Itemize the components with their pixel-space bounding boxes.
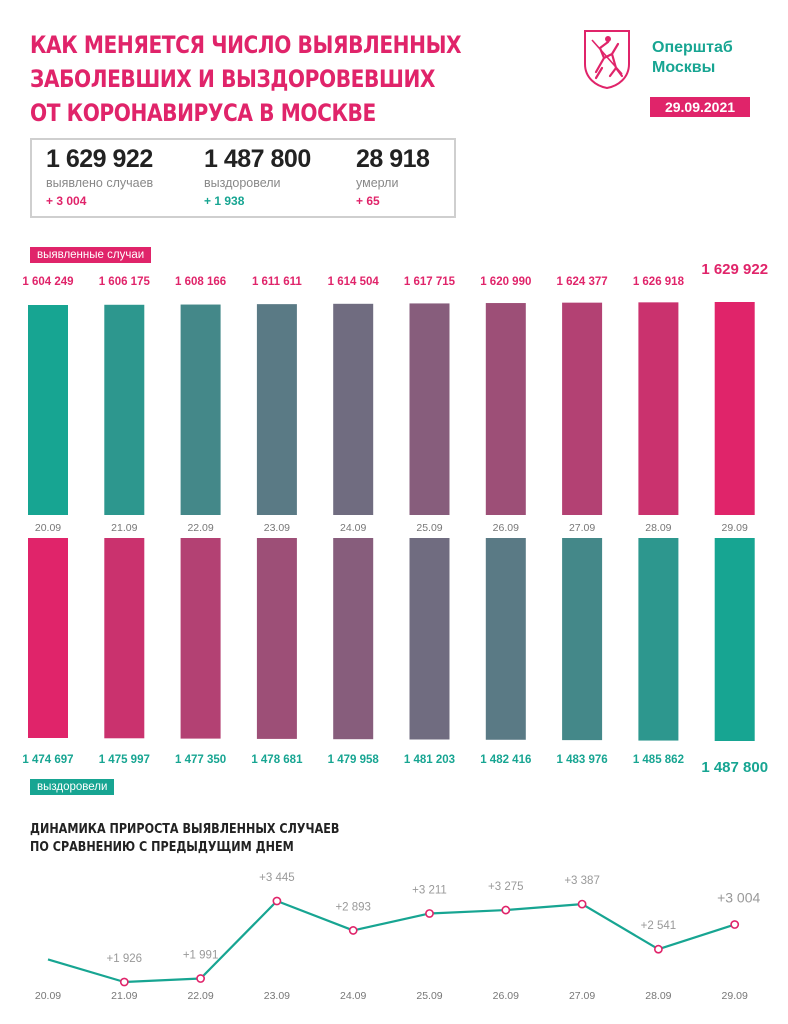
stat-label: умерли: [356, 176, 399, 190]
dynamics-date-label: 22.09: [187, 990, 214, 1002]
cases-value-label: 1 606 175: [98, 276, 150, 288]
cases-bar: [410, 303, 450, 515]
dynamics-point: [579, 900, 586, 907]
stat-value: 1 487 800: [204, 145, 311, 173]
recovered-bar: [257, 538, 297, 739]
dynamics-point: [350, 927, 357, 934]
dynamics-line: [48, 901, 735, 982]
dynamics-value-label: +1 991: [182, 949, 219, 962]
cases-tag: выявленные случаи: [30, 247, 151, 263]
recovered-bar: [562, 538, 602, 740]
cases-date-label: 28.09: [645, 522, 672, 534]
dynamics-value-label: +3 004: [717, 889, 761, 906]
cases-bar: [181, 305, 221, 515]
dynamics-date-label: 24.09: [340, 990, 367, 1002]
recovered-value-label: 1 479 958: [327, 754, 379, 766]
cases-date-label: 24.09: [340, 522, 367, 534]
cases-bar: [104, 305, 144, 515]
cases-value-label: 1 608 166: [175, 276, 227, 288]
recovered-bar: [715, 538, 755, 741]
dynamics-point: [731, 921, 738, 928]
title-line: ЗАБОЛЕВШИХ И ВЫЗДОРОВЕВШИХ: [30, 65, 436, 93]
stat-label: выявлено случаев: [46, 176, 154, 190]
cases-bar: [486, 303, 526, 515]
cases-date-label: 25.09: [416, 522, 443, 534]
dynamics-value-label: +3 275: [488, 881, 524, 894]
cases-date-label: 26.09: [492, 522, 519, 534]
dynamics-title-line: ПО СРАВНЕНИЮ С ПРЕДЫДУЩИМ ДНЕМ: [30, 840, 294, 855]
recovered-bar: [104, 538, 144, 738]
dynamics-point: [273, 897, 280, 904]
recovered-bar: [410, 538, 450, 739]
recovered-bar: [333, 538, 373, 739]
stat-delta: + 65: [356, 194, 380, 208]
recovered-value-label: 1 485 862: [632, 754, 684, 766]
dynamics-value-label: +2 541: [640, 920, 677, 933]
cases-date-label: 22.09: [187, 522, 214, 534]
dynamics-date-label: 29.09: [721, 990, 748, 1002]
recovered-value-label: 1 475 997: [98, 754, 150, 766]
dynamics-date-label: 26.09: [492, 990, 519, 1002]
cases-value-label: 1 614 504: [327, 276, 379, 288]
cases-value-label: 1 629 922: [701, 261, 769, 278]
stat-value: 1 629 922: [46, 145, 153, 173]
dynamics-value-label: +1 926: [106, 953, 143, 965]
brand-line: Оперштаб: [652, 39, 733, 56]
stat-delta: + 1 938: [204, 194, 245, 208]
dynamics-point: [502, 906, 509, 913]
stat-value: 28 918: [356, 145, 430, 173]
cases-value-label: 1 617 715: [403, 276, 456, 288]
recovered-bar: [28, 538, 68, 738]
cases-date-label: 27.09: [568, 522, 596, 534]
dynamics-value-label: +3 445: [259, 872, 295, 884]
dynamics-value-label: +2 893: [335, 901, 371, 914]
dynamics-date-label: 21.09: [111, 990, 138, 1002]
recovered-bar: [486, 538, 526, 740]
recovered-tag: выздоровели: [30, 779, 114, 795]
stat-delta: + 3 004: [46, 194, 87, 208]
brand-line: Москвы: [652, 59, 716, 76]
dynamics-title-line: ДИНАМИКА ПРИРОСТА ВЫЯВЛЕННЫХ СЛУЧАЕВ: [30, 822, 340, 837]
recovered-value-label: 1 481 203: [403, 754, 456, 766]
dynamics-date-label: 25.09: [416, 990, 443, 1002]
dynamics-point: [426, 910, 433, 917]
recovered-bar: [638, 538, 678, 741]
cases-date-label: 23.09: [263, 522, 291, 534]
dynamics-value-label: +3 387: [564, 875, 600, 888]
stat-label: выздоровели: [204, 176, 281, 190]
dynamics-point: [197, 975, 204, 982]
dynamics-date-label: 28.09: [645, 990, 672, 1002]
cases-value-label: 1 604 249: [22, 276, 74, 288]
cases-value-label: 1 626 918: [632, 276, 684, 288]
dynamics-date-label: 20.09: [34, 990, 62, 1002]
cases-date-label: 20.09: [34, 522, 62, 534]
cases-bar: [28, 305, 68, 515]
cases-bar: [257, 304, 297, 515]
dynamics-date-label: 23.09: [263, 990, 291, 1002]
cases-value-label: 1 624 377: [556, 276, 608, 288]
dynamics-point: [655, 946, 662, 953]
cases-date-label: 21.09: [111, 522, 138, 534]
dynamics-value-label: +3 211: [412, 884, 447, 897]
date-badge: 29.09.2021: [650, 97, 750, 117]
recovered-value-label: 1 483 976: [556, 754, 608, 766]
dynamics-point: [121, 978, 128, 985]
title-line: КАК МЕНЯЕТСЯ ЧИСЛО ВЫЯВЛЕННЫХ: [30, 31, 462, 59]
recovered-value-label: 1 477 350: [175, 754, 227, 766]
recovered-value-label: 1 474 697: [22, 754, 74, 766]
recovered-value-label: 1 478 681: [251, 754, 303, 766]
recovered-value-label: 1 487 800: [701, 759, 769, 776]
cases-bar: [638, 302, 678, 515]
dynamics-date-label: 27.09: [568, 990, 596, 1002]
cases-bar: [715, 302, 755, 515]
cases-value-label: 1 611 611: [251, 276, 302, 288]
cases-bar: [333, 304, 373, 515]
title-line: ОТ КОРОНАВИРУСА В МОСКВЕ: [30, 99, 376, 127]
cases-date-label: 29.09: [721, 522, 748, 534]
cases-bar: [562, 303, 602, 515]
recovered-bar: [181, 538, 221, 739]
recovered-value-label: 1 482 416: [480, 754, 532, 766]
cases-value-label: 1 620 990: [480, 276, 532, 288]
